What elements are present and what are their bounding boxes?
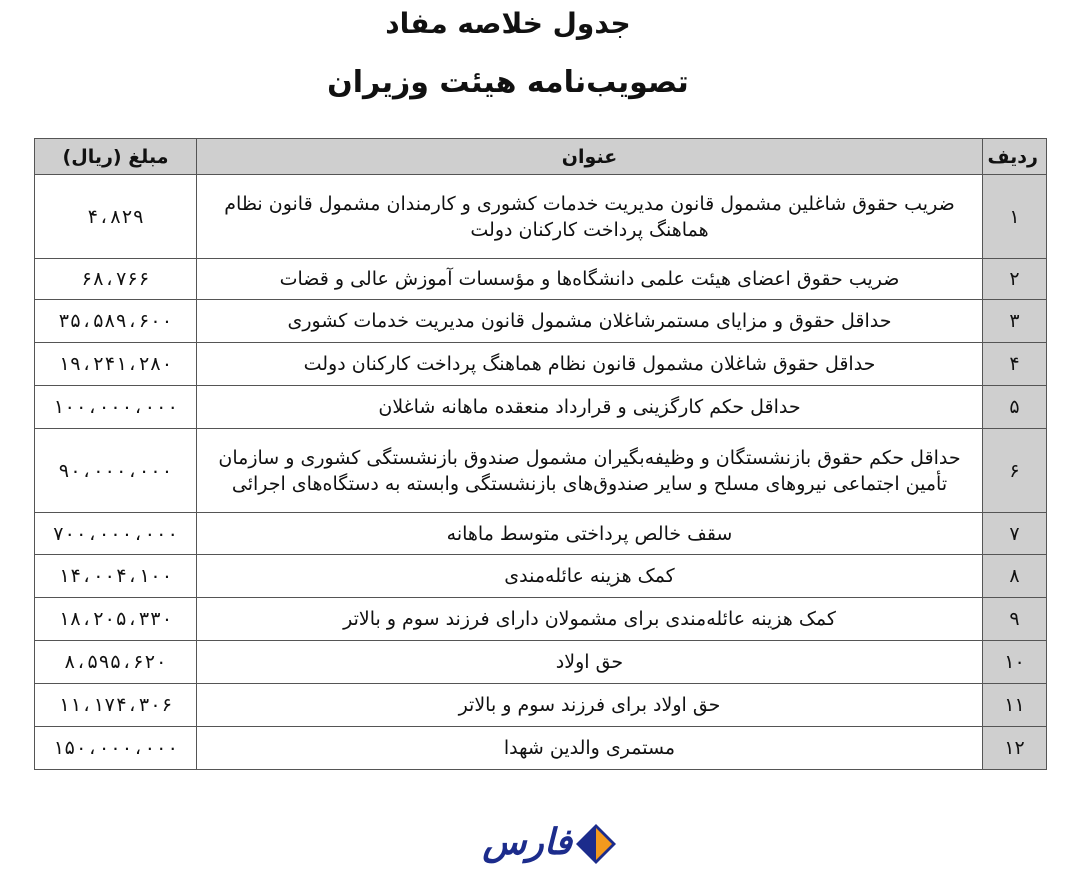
row-number: ۸ bbox=[983, 555, 1047, 598]
row-title: ضریب حقوق اعضای هیئت علمی دانشگاه‌ها و مؤسسات آموزش عالی و قضات bbox=[197, 259, 983, 300]
row-number: ۴ bbox=[983, 343, 1047, 386]
row-title: حداقل حکم کارگزینی و قرارداد منعقده ماهانه شاغلان bbox=[197, 386, 983, 429]
row-amount: ۸،۵۹۵،۶۲۰ bbox=[35, 641, 197, 684]
table-row bbox=[35, 598, 1047, 641]
table-row bbox=[35, 175, 1047, 259]
row-title: کمک هزینه عائله‌مندی bbox=[197, 555, 983, 598]
document-subtitle: تصویب‌نامه هیئت وزیران bbox=[327, 65, 689, 100]
row-title: کمک هزینه عائله‌مندی برای مشمولان دارای فرزند سوم و بالاتر bbox=[197, 598, 983, 641]
fars-logo bbox=[468, 818, 618, 870]
row-amount: ۶۸،۷۶۶ bbox=[35, 259, 197, 300]
row-number: ۱۲ bbox=[983, 727, 1047, 770]
row-amount: ۱۵۰،۰۰۰،۰۰۰ bbox=[35, 727, 197, 770]
row-amount: ۹۰،۰۰۰،۰۰۰ bbox=[35, 429, 197, 513]
table-row bbox=[35, 641, 1047, 684]
row-title: مستمری والدین شهدا bbox=[197, 727, 983, 770]
table-row bbox=[35, 684, 1047, 727]
row-amount: ۱۱،۱۷۴،۳۰۶ bbox=[35, 684, 197, 727]
document-title: جدول خلاصه مفاد bbox=[385, 7, 631, 40]
row-title: حداقل حقوق و مزایای مستمرشاغلان مشمول قانون مدیریت خدمات کشوری bbox=[197, 300, 983, 343]
row-title: ضریب حقوق شاغلین مشمول قانون مدیریت خدمات کشوری و کارمندان مشمول قانون نظام هماهنگ پرداخت کارکنان دولت bbox=[197, 175, 983, 259]
row-number: ۲ bbox=[983, 259, 1047, 300]
fars-diamond-logo-icon bbox=[574, 822, 618, 866]
column-header-amount: مبلغ (ریال) bbox=[35, 139, 197, 175]
row-number: ۱۰ bbox=[983, 641, 1047, 684]
table-row bbox=[35, 259, 1047, 300]
table-row bbox=[35, 727, 1047, 770]
table-row bbox=[35, 300, 1047, 343]
row-number: ۱۱ bbox=[983, 684, 1047, 727]
row-amount: ۱۰۰،۰۰۰،۰۰۰ bbox=[35, 386, 197, 429]
table-header-row bbox=[35, 139, 1047, 175]
row-title: حق اولاد bbox=[197, 641, 983, 684]
row-amount: ۱۴،۰۰۴،۱۰۰ bbox=[35, 555, 197, 598]
row-title: حداقل حکم حقوق بازنشستگان و وظیفه‌بگیران مشمول صندوق بازنشستگی کشوری و سازمان تأمین اجتماعی نیروهای مسلح و سایر صندوق‌های بازنشستگی وابسته به دستگاه‌های اجرائی bbox=[197, 429, 983, 513]
column-header-radif: ردیف bbox=[983, 139, 1047, 175]
summary-table bbox=[34, 138, 1047, 770]
row-title: حداقل حقوق شاغلان مشمول قانون نظام هماهنگ پرداخت کارکنان دولت bbox=[197, 343, 983, 386]
row-number: ۳ bbox=[983, 300, 1047, 343]
row-amount: ۱۸،۲۰۵،۳۳۰ bbox=[35, 598, 197, 641]
row-number: ۷ bbox=[983, 513, 1047, 555]
table-row bbox=[35, 429, 1047, 513]
row-amount: ۴،۸۲۹ bbox=[35, 175, 197, 259]
row-amount: ۳۵،۵۸۹،۶۰۰ bbox=[35, 300, 197, 343]
row-number: ۱ bbox=[983, 175, 1047, 259]
row-amount: ۱۹،۲۴۱،۲۸۰ bbox=[35, 343, 197, 386]
row-amount: ۷۰۰،۰۰۰،۰۰۰ bbox=[35, 513, 197, 555]
table-row bbox=[35, 343, 1047, 386]
table-row bbox=[35, 555, 1047, 598]
row-title: سقف خالص پرداختی متوسط ماهانه bbox=[197, 513, 983, 555]
row-number: ۹ bbox=[983, 598, 1047, 641]
row-number: ۶ bbox=[983, 429, 1047, 513]
logo-wordmark: فارس bbox=[482, 822, 572, 863]
row-title: حق اولاد برای فرزند سوم و بالاتر bbox=[197, 684, 983, 727]
column-header-title: عنوان bbox=[197, 139, 983, 175]
table-row bbox=[35, 386, 1047, 429]
row-number: ۵ bbox=[983, 386, 1047, 429]
table-row bbox=[35, 513, 1047, 555]
